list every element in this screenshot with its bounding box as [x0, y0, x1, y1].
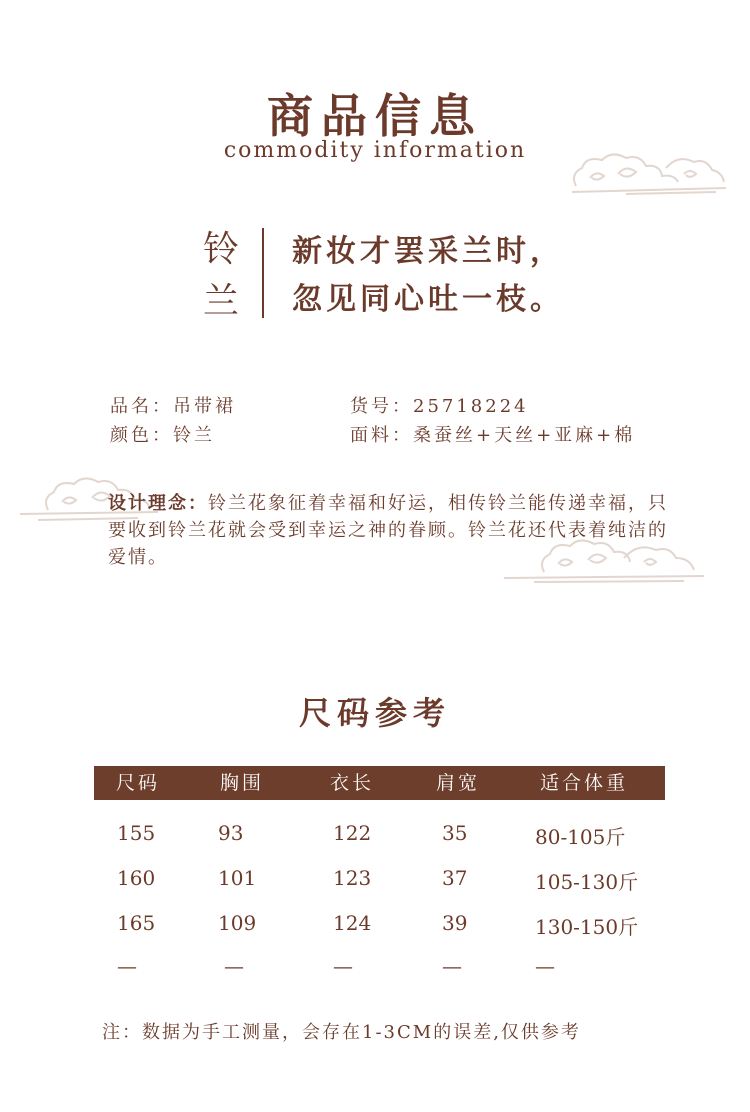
- poem-divider: [262, 228, 264, 318]
- table-cell: 122: [333, 821, 372, 845]
- poem-flower-name: [196, 224, 246, 328]
- table-cell: 130-150斤: [535, 915, 639, 939]
- poem-lines: [292, 228, 564, 324]
- info-name-value: 吊带裙: [173, 396, 236, 417]
- table-cell: —: [535, 954, 555, 978]
- design-text: 铃兰花象征着幸福和好运，相传铃兰能传递幸福，只要收到铃兰花就会受到幸运之神的眷顾。铃兰花还代表着纯洁的爱情。: [108, 493, 668, 568]
- info-sku-value: 25718224: [413, 396, 529, 417]
- info-color-value: 铃兰: [173, 425, 215, 446]
- info-fabric-label: 面料：: [350, 425, 413, 446]
- table-cell: 39: [442, 911, 468, 935]
- header-weight: 适合体重: [540, 772, 629, 794]
- table-cell: 124: [333, 911, 372, 935]
- info-sku: [350, 392, 529, 418]
- design-label: 设计理念：: [108, 493, 208, 514]
- size-chart-title: 尺码参考: [298, 694, 451, 732]
- table-cell: 165: [117, 911, 156, 935]
- info-sku-label: 货号：: [350, 396, 413, 417]
- header-size: 尺码: [116, 772, 161, 794]
- info-fabric: [350, 421, 635, 447]
- size-table-header: [94, 766, 665, 800]
- poem-name-char: 铃: [202, 229, 239, 270]
- page-title: 商品信息: [267, 89, 483, 143]
- info-color-label: 颜色：: [110, 425, 173, 446]
- table-cell: —: [442, 954, 462, 978]
- poem-name-char: 兰: [202, 281, 239, 322]
- poem-line: 忽见同心吐一枝。: [292, 282, 564, 317]
- measurement-note: 注：数据为手工测量，会存在1-3CM的误差,仅供参考: [102, 1022, 581, 1043]
- table-cell: 109: [218, 911, 257, 935]
- header-chest: 胸围: [220, 772, 265, 794]
- info-color: [110, 421, 215, 447]
- design-concept: [108, 490, 668, 571]
- table-cell: 160: [117, 866, 156, 890]
- table-cell: 35: [442, 821, 468, 845]
- info-name: [110, 392, 236, 418]
- header-shoulder: 肩宽: [436, 772, 481, 794]
- table-cell: 80-105斤: [535, 825, 626, 849]
- page-subtitle: commodity information: [223, 138, 527, 163]
- table-cell: 105-130斤: [535, 870, 639, 894]
- cloud-decoration-top: [566, 148, 731, 198]
- header-length: 衣长: [330, 772, 375, 794]
- table-cell: 37: [442, 866, 468, 890]
- table-cell: 155: [117, 821, 156, 845]
- table-cell: 123: [333, 866, 372, 890]
- table-cell: —: [224, 954, 244, 978]
- info-fabric-value: 桑蚕丝+天丝+亚麻+棉: [413, 425, 636, 446]
- table-cell: 101: [218, 866, 257, 890]
- info-name-label: 品名：: [110, 396, 173, 417]
- poem-line: 新妆才罢采兰时，: [292, 234, 564, 269]
- table-cell: —: [117, 954, 137, 978]
- table-cell: 93: [218, 821, 244, 845]
- table-cell: —: [333, 954, 353, 978]
